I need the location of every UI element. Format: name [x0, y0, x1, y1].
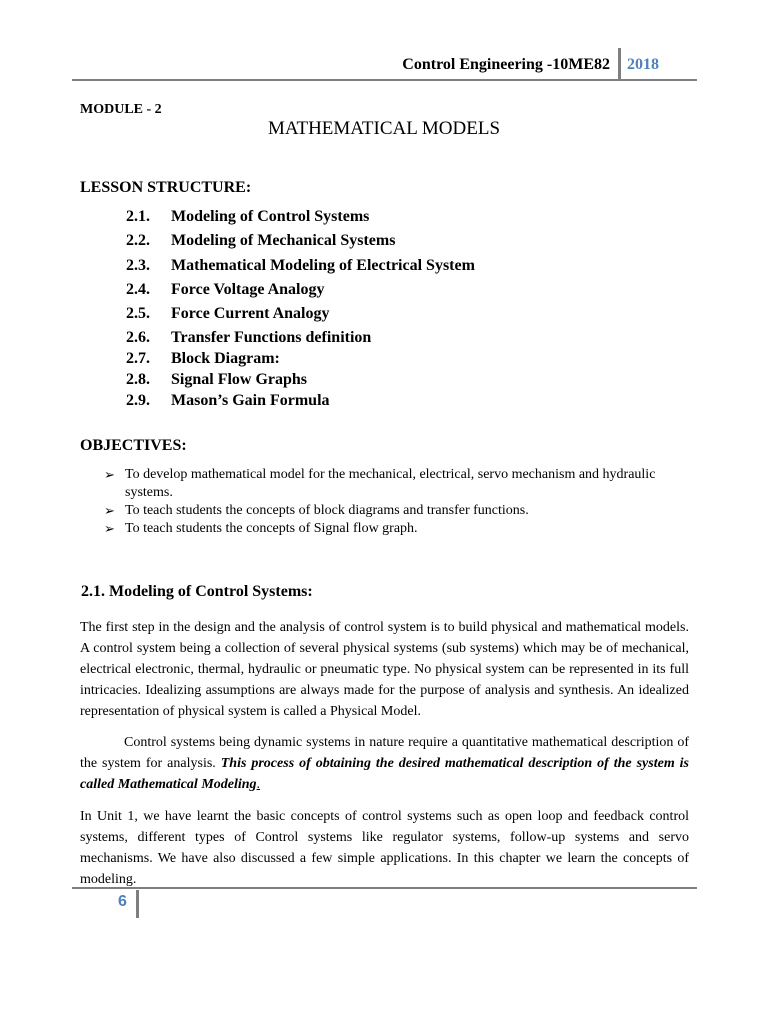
toc-item	[126, 392, 330, 410]
toc-item	[126, 329, 371, 347]
toc-item	[126, 257, 475, 275]
page-title-text: MATHEMATICAL MODELS	[267, 118, 501, 139]
objective-text: To teach students the concepts of block diagrams and transfer functions.	[125, 503, 529, 518]
header-divider	[618, 48, 621, 80]
lesson-structure-heading: LESSON STRUCTURE:	[80, 179, 252, 196]
toc-item	[126, 208, 369, 226]
objective-item	[104, 520, 664, 538]
objectives-list	[104, 466, 664, 538]
toc-item	[126, 371, 307, 389]
header-rule	[72, 79, 697, 81]
paragraph-mathematical-modeling	[80, 732, 689, 795]
toc-number: 2.3.	[126, 257, 150, 274]
module-label: MODULE - 2	[80, 102, 162, 117]
toc-number: 2.6.	[126, 329, 150, 346]
objectives-heading: OBJECTIVES:	[80, 437, 187, 454]
toc-text: Block Diagram:	[171, 350, 280, 367]
paragraph-unit-summary: In Unit 1, we have learnt the basic concepts of control systems such as open loop and feedback control systems, different types of Control systems like regulator systems, follow-up systems and servo mechanisms. We have also discussed a few simple applications. In this chapter we learn the concepts of modeling.	[80, 809, 689, 887]
toc-text: Force Current Analogy	[171, 305, 330, 322]
toc-number: 2.1.	[126, 208, 150, 225]
objective-text: To develop mathematical model for the mechanical, electrical, servo mechanism and hydraulic systems.	[125, 467, 656, 500]
toc-text: Signal Flow Graphs	[171, 371, 308, 388]
toc-text: Modeling of Mechanical Systems	[171, 232, 396, 249]
objective-item	[104, 502, 664, 520]
paragraph-text: Control systems being dynamic systems in nature require a quantitative mathematical description of the system for analysis.	[80, 735, 689, 771]
toc-text: Force Voltage Analogy	[171, 281, 325, 298]
toc-number: 2.4.	[126, 281, 150, 298]
toc-item	[126, 350, 280, 368]
header-year: 2018	[627, 56, 659, 73]
toc-number: 2.8.	[126, 371, 150, 388]
arrow-bullet-icon: ➢	[104, 521, 115, 536]
toc-text: Mason’s Gain Formula	[171, 392, 330, 409]
section-heading: 2.1. Modeling of Control Systems:	[81, 583, 313, 600]
toc-number: 2.2.	[126, 232, 150, 249]
toc-item	[126, 305, 330, 323]
toc-number: 2.7.	[126, 350, 150, 367]
toc-text: Transfer Functions definition	[171, 329, 372, 346]
arrow-bullet-icon: ➢	[104, 503, 115, 518]
footer-divider	[136, 890, 139, 918]
toc-text: Mathematical Modeling of Electrical System	[171, 257, 475, 274]
page-number: 6	[118, 893, 127, 910]
objective-text: To teach students the concepts of Signal flow graph.	[125, 521, 418, 536]
page-title	[0, 118, 768, 140]
paragraph-physical-model: The first step in the design and the analysis of control system is to build physical and mathematical models. A control system being a collection of several physical systems (sub systems) which may be of mechanical, electrical electronic, thermal, hydraulic or pneumatic type. No physical system can be represented in its full intricacies. Idealizing assumptions are always made for the purpose of analysis and synthesis. An idealized representation of physical system is called a Physical Model.	[80, 620, 689, 719]
toc-text: Modeling of Control Systems	[171, 208, 370, 225]
objective-item	[104, 466, 664, 502]
arrow-bullet-icon: ➢	[104, 467, 115, 482]
toc-item	[126, 281, 324, 299]
toc-number: 2.5.	[126, 305, 150, 322]
header-course-title: Control Engineering -10ME82	[402, 56, 610, 73]
toc-number: 2.9.	[126, 392, 150, 409]
definition-emphasis: This process of obtaining the desired mathematical description of the system is called Mathematical Modeling	[80, 756, 689, 792]
paragraph-end: .	[256, 777, 261, 792]
toc-item	[126, 232, 395, 250]
footer-rule	[72, 887, 697, 889]
